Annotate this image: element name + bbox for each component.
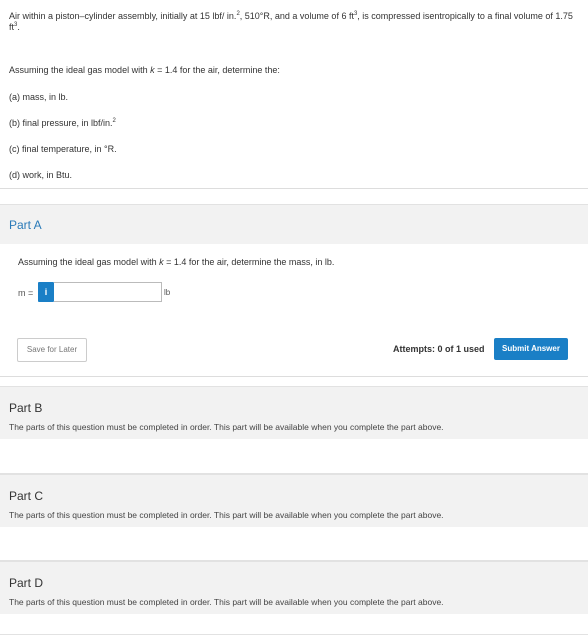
info-icon[interactable]: i [38,282,54,302]
part-b-title: Part B [9,401,43,415]
problem-statement [0,0,588,189]
mass-variable-label: m = [18,288,34,298]
part-c-title: Part C [9,489,44,503]
part-a-question: Assuming the ideal gas model with k = 1.4 for the air, determine the mass, in lb. [18,257,335,267]
item-b: (b) final pressure, in lbf/in.$^2$ [9,118,116,128]
part-a-header [0,204,588,245]
part-c-section [0,474,588,528]
problem-text: Air within a piston–cylinder assembly, initially at 15 lbf/ in.$^2$, 510°R, and a volume of 6 $ft^3$, is compressed isentropically to a final volume of 1.75 $ft^3$. [9,11,573,32]
mass-answer-input[interactable] [54,282,162,302]
spacer [0,189,588,204]
part-d-title: Part D [9,576,44,590]
spacer [0,527,588,561]
spacer [0,439,588,474]
item-c: (c) final temperature, in °R. [9,144,117,154]
part-c-locked-note: The parts of this question must be completed in order. This part will be available when you complete the part above. [9,510,444,520]
spacer [0,614,588,635]
part-d-section [0,561,588,615]
save-for-later-button[interactable]: Save for Later [17,338,87,362]
assumption-text: Assuming the ideal gas model with k = 1.4 for the air, determine the: [9,65,280,75]
part-b-section [0,386,588,440]
part-d-locked-note: The parts of this question must be completed in order. This part will be available when you complete the part above. [9,597,444,607]
spacer [0,377,588,386]
unit-label: lb [164,288,171,297]
submit-answer-button[interactable]: Submit Answer [494,338,568,360]
item-a: (a) mass, in lb. [9,92,69,102]
item-d: (d) work, in Btu. [9,170,73,180]
part-b-locked-note: The parts of this question must be completed in order. This part will be available when you complete the part above. [9,422,444,432]
attempts-counter: Attempts: 0 of 1 used [393,344,485,354]
part-a-title: Part A [9,218,42,232]
part-a-body [0,244,588,377]
